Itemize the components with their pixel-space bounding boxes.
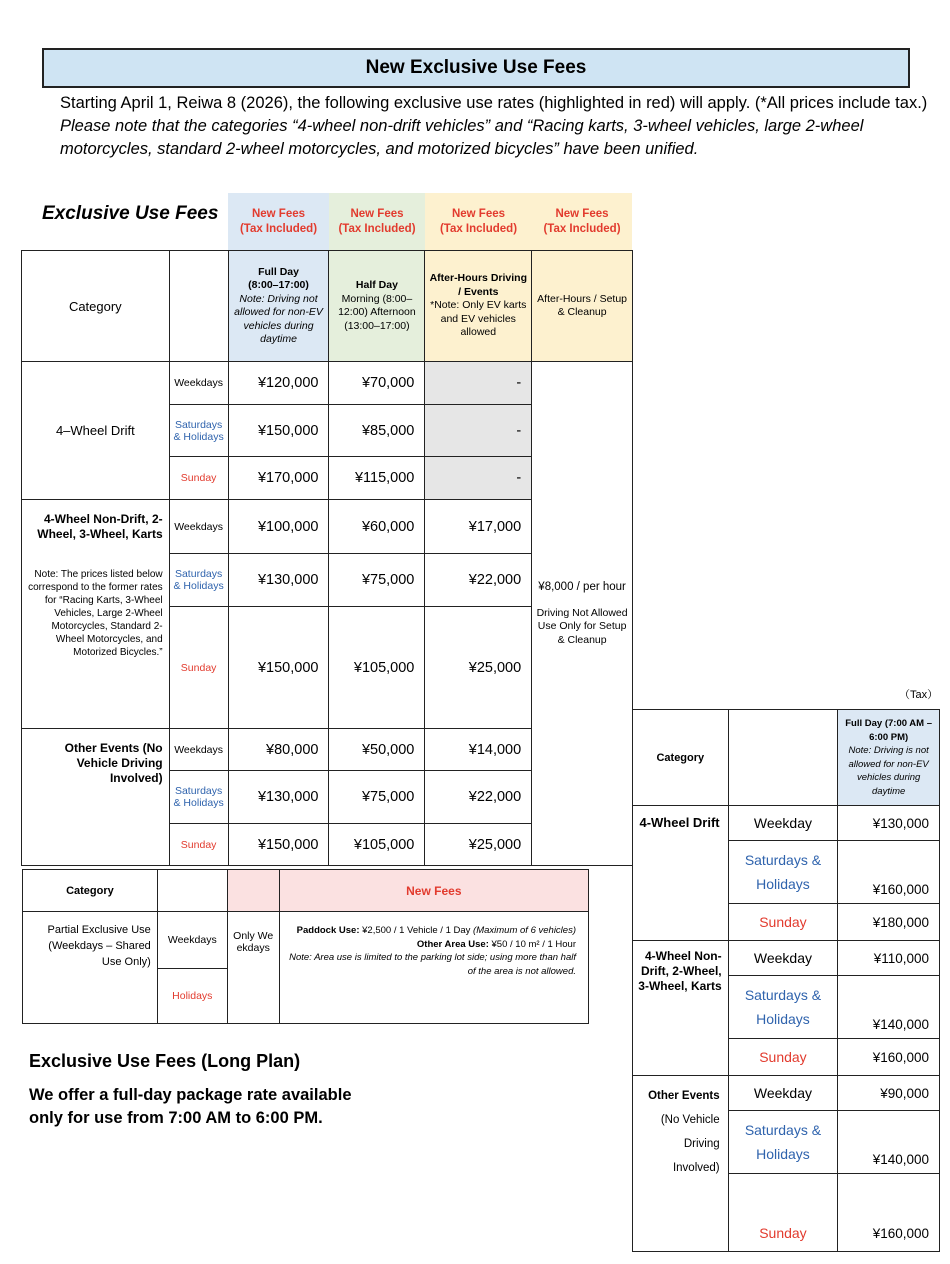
table-row [633, 941, 940, 976]
long-fee: ¥160,000 [838, 841, 940, 904]
intro-line-2: Please note that the categories “4-wheel non-drift vehicles” and “Racing karts, 3-wheel vehicles, large 2-wheel motorcycles, standard 2-wheel motorcycles, and motorized bicycles” have been unified. [60, 117, 864, 158]
partial-col-category: Category [23, 870, 158, 912]
long-plan-table [632, 709, 940, 1252]
partial-col-empty-pink [227, 870, 279, 912]
col-full-day [228, 251, 329, 362]
long-category-non-drift: 4-Wheel Non-Drift, 2-Wheel, 3-Wheel, Karts [633, 941, 729, 1076]
fee-half: ¥50,000 [329, 729, 425, 771]
paddock-value: ¥2,500 / 1 Vehicle / 1 Day [362, 925, 471, 936]
intro-line-1: Starting April 1, Reiwa 8 (2026), the following exclusive use rates (highlighted in red) will apply. (*All prices include tax.) [60, 94, 928, 112]
day-sunday: Sunday [169, 607, 228, 729]
day-saturdays-holidays: Saturdays & Holidays [169, 554, 228, 607]
partial-header-row [23, 870, 589, 912]
long-day-sunday: Sunday [728, 1039, 838, 1076]
col-category: Category [22, 251, 170, 362]
partial-col-empty [157, 870, 227, 912]
long-fee: ¥180,000 [838, 904, 940, 941]
new-fees-header-setup [532, 193, 632, 250]
category-non-drift [22, 500, 170, 729]
long-other-events-name: Other Events [648, 1090, 720, 1102]
new-fees-label: New Fees [451, 207, 506, 220]
long-fee: ¥160,000 [838, 1174, 940, 1252]
fee-half: ¥60,000 [329, 500, 425, 554]
tax-included-label: (Tax Included) [439, 222, 518, 235]
fee-half: ¥70,000 [329, 362, 425, 405]
partial-only-weekdays: Only Weekdays [227, 912, 279, 1024]
long-category-drift: 4-Wheel Drift [633, 806, 729, 941]
long-full-day-label: Full Day (7:00 AM – 6:00 PM) [845, 718, 933, 743]
partial-category: Partial Exclusive Use (Weekdays – Shared Use Only) [23, 912, 158, 1024]
long-category-other-events [633, 1076, 729, 1252]
long-day-weekday: Weekday [728, 806, 838, 841]
new-fees-header-half [329, 193, 425, 250]
long-fee: ¥130,000 [838, 806, 940, 841]
fee-full: ¥100,000 [228, 500, 329, 554]
partial-day-holidays: Holidays [157, 969, 227, 1024]
main-fee-table [21, 250, 633, 866]
long-day-saturdays-holidays: Saturdays & Holidays [728, 976, 838, 1039]
fee-full: ¥130,000 [228, 771, 329, 824]
col-setup: After-Hours / Setup & Cleanup [532, 251, 633, 362]
tax-included-label: (Tax Included) [338, 222, 416, 235]
fee-full: ¥130,000 [228, 554, 329, 607]
area-value: ¥50 / 10 m² / 1 Hour [491, 938, 576, 950]
fee-half: ¥115,000 [329, 457, 425, 500]
area-note: Note: Area use is limited to the parking lot side; using more than half of the area is not allowed. [289, 952, 576, 977]
page-title: New Exclusive Use Fees [42, 48, 910, 88]
table-header-row [22, 251, 633, 362]
long-day-sunday: Sunday [728, 904, 838, 941]
col-day-empty [169, 251, 228, 362]
tax-included-label: (Tax Included) [543, 222, 621, 235]
day-saturdays-holidays: Saturdays & Holidays [169, 405, 228, 457]
fee-after: ¥25,000 [425, 607, 532, 729]
partial-day-weekdays: Weekdays [157, 912, 227, 969]
half-day-sub: Morning (8:00–12:00) Afternoon (13:00–17:00) [338, 292, 416, 332]
intro-text [60, 92, 930, 161]
partial-col-new-fees: New Fees [279, 870, 588, 912]
new-fees-label: New Fees [555, 207, 609, 220]
long-other-events-sub: (No Vehicle Driving Involved) [660, 1114, 720, 1174]
long-day-saturdays-holidays: Saturdays & Holidays [728, 1111, 838, 1174]
setup-note: Driving Not Allowed Use Only for Setup & Cleanup [536, 606, 628, 646]
after-hours-label: After-Hours Driving / Events [429, 272, 527, 298]
fee-after: ¥22,000 [425, 554, 532, 607]
fee-full: ¥150,000 [228, 824, 329, 866]
new-fees-label: New Fees [251, 207, 306, 220]
day-saturdays-holidays: Saturdays & Holidays [169, 771, 228, 824]
partial-use-table [22, 869, 589, 1024]
long-fee: ¥140,000 [838, 976, 940, 1039]
paddock-line [284, 924, 576, 938]
fee-after: - [425, 405, 532, 457]
fee-half: ¥105,000 [329, 824, 425, 866]
table-row [633, 806, 940, 841]
fee-full: ¥80,000 [228, 729, 329, 771]
day-weekdays: Weekdays [169, 500, 228, 554]
setup-cleanup-cell [532, 362, 633, 866]
day-weekdays: Weekdays [169, 729, 228, 771]
long-day-saturdays-holidays: Saturdays & Holidays [728, 841, 838, 904]
category-other-events: Other Events (No Vehicle Driving Involved) [22, 729, 170, 866]
paddock-label: Paddock Use: [296, 925, 360, 936]
col-after-hours [425, 251, 532, 362]
category-note: Note: The prices listed below correspond to the former rates for “Racing Karts, 3-Wheel Vehicles, Large 2-Wheel Motorcycles, Standard 2-Wheel Motorcycles, and Motorized Bicycles.” [28, 569, 163, 658]
long-day-sunday: Sunday [728, 1174, 838, 1252]
half-day-label: Half Day [355, 279, 398, 291]
fee-half: ¥85,000 [329, 405, 425, 457]
long-fee: ¥110,000 [838, 941, 940, 976]
new-fees-header-after [425, 193, 532, 250]
setup-rate: ¥8,000 / per hour [538, 580, 626, 593]
fee-half: ¥105,000 [329, 607, 425, 729]
table-row [22, 362, 633, 405]
long-day-weekday: Weekday [728, 941, 838, 976]
long-plan-text: We offer a full-day package rate available only for use from 7:00 AM to 6:00 PM. [29, 1086, 352, 1127]
fee-after: ¥25,000 [425, 824, 532, 866]
long-header-row [633, 710, 940, 806]
full-day-time: (8:00–17:00) [248, 279, 309, 291]
table-row [633, 1076, 940, 1111]
long-fee: ¥140,000 [838, 1111, 940, 1174]
fee-after: ¥17,000 [425, 500, 532, 554]
area-label: Other Area Use: [416, 938, 489, 950]
fee-after: - [425, 362, 532, 405]
long-full-day-note: Note: Driving is not allowed for non-EV vehicles during daytime [848, 745, 929, 797]
new-fees-label: New Fees [350, 207, 404, 220]
partial-fee-details [279, 912, 588, 1024]
long-col-full-day [838, 710, 940, 806]
fee-full: ¥150,000 [228, 607, 329, 729]
long-col-empty [728, 710, 838, 806]
fee-half: ¥75,000 [329, 771, 425, 824]
long-plan-heading: Exclusive Use Fees (Long Plan) [29, 1051, 301, 1071]
exclusive-use-fees-heading: Exclusive Use Fees [42, 203, 219, 224]
fee-after: ¥14,000 [425, 729, 532, 771]
full-day-label: Full Day [258, 265, 299, 278]
area-line [284, 938, 576, 952]
fee-full: ¥120,000 [228, 362, 329, 405]
long-day-weekday: Weekday [728, 1076, 838, 1111]
fee-full: ¥170,000 [228, 457, 329, 500]
category-name: 4-Wheel Non-Drift, 2-Wheel, 3-Wheel, Karts [37, 512, 163, 541]
full-day-note: Note: Driving not allowed for non-EV vehicles during daytime [234, 292, 323, 345]
fee-after: ¥22,000 [425, 771, 532, 824]
tax-included-label: (Tax Included) [239, 222, 318, 235]
table-row [23, 912, 589, 969]
day-sunday: Sunday [169, 824, 228, 866]
fee-after: - [425, 457, 532, 500]
category-4wheel-drift: 4–Wheel Drift [22, 362, 170, 500]
col-half-day [329, 251, 425, 362]
day-sunday: Sunday [169, 457, 228, 500]
fee-half: ¥75,000 [329, 554, 425, 607]
long-col-category: Category [633, 710, 729, 806]
fee-full: ¥150,000 [228, 405, 329, 457]
tax-label: （Tax） [899, 689, 939, 701]
day-weekdays: Weekdays [169, 362, 228, 405]
paddock-max: (Maximum of 6 vehicles) [473, 925, 576, 936]
after-hours-note: *Note: Only EV karts and EV vehicles allowed [430, 299, 527, 339]
long-fee: ¥160,000 [838, 1039, 940, 1076]
long-fee: ¥90,000 [838, 1076, 940, 1111]
new-fees-header-full [228, 193, 329, 250]
